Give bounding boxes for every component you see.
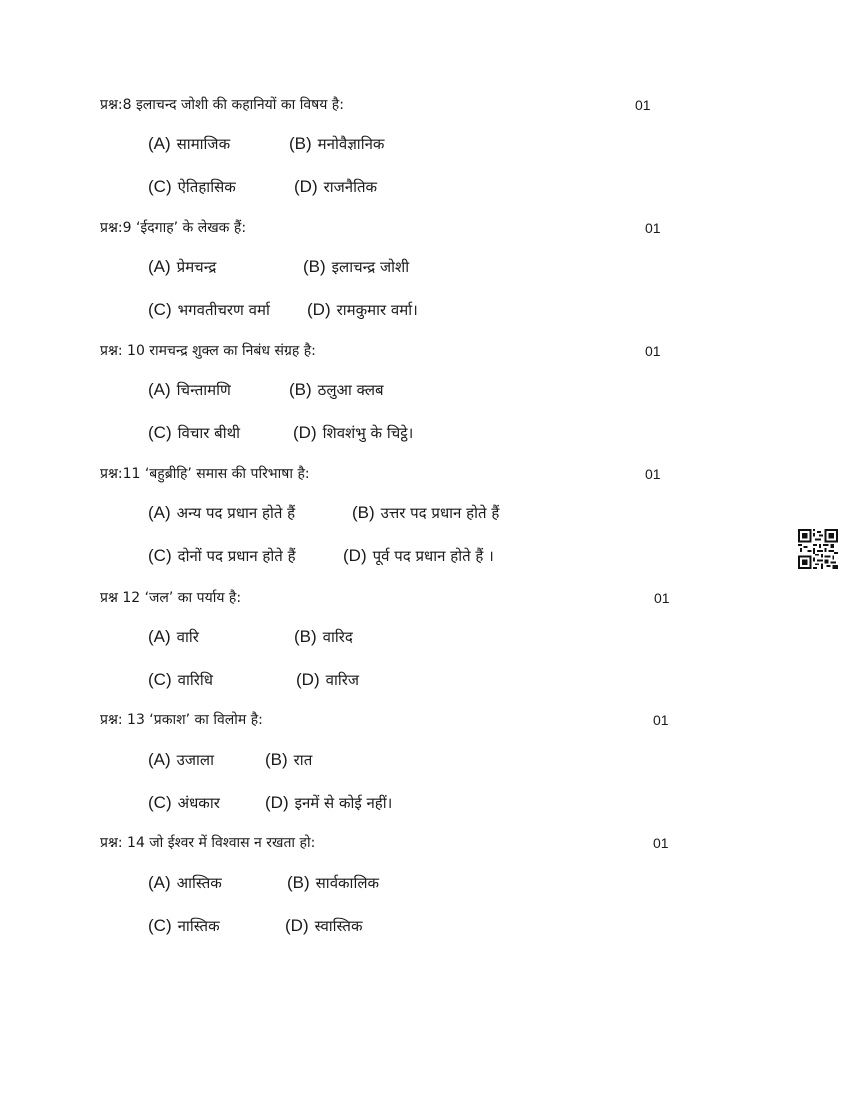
option-c: [148, 793, 220, 813]
option-text: दोनों पद प्रधान होते हैं: [177, 547, 296, 565]
option-c: [148, 177, 236, 197]
question-text: प्रश्न 12 ‘जल’ का पर्याय है:: [100, 590, 242, 606]
option-a: [148, 873, 222, 893]
option-text: आस्तिक: [176, 874, 222, 892]
option-text: वारिद: [322, 628, 353, 646]
option-text: प्रेमचन्द्र: [176, 258, 217, 276]
option-text: वारि: [176, 628, 199, 646]
question-text: प्रश्न: 14 जो ईश्वर में विश्वास न रखता हो:: [100, 835, 316, 851]
option-c: [148, 300, 270, 320]
option-c: [148, 916, 220, 936]
option-text: उजाला: [176, 751, 214, 769]
option-text: उत्तर पद प्रधान होते हैं: [380, 504, 500, 522]
option-label: (C): [148, 916, 172, 935]
option-d: [293, 423, 413, 443]
option-a: [148, 503, 295, 523]
option-text: सार्वकालिक: [315, 874, 380, 892]
option-label: (B): [287, 873, 310, 892]
option-label: (C): [148, 793, 172, 812]
option-text: चिन्तामणि: [176, 381, 231, 399]
option-label: (C): [148, 177, 172, 196]
option-d: [296, 670, 359, 690]
option-label: (C): [148, 546, 172, 565]
option-b: [289, 380, 384, 400]
option-text: नास्तिक: [177, 917, 220, 935]
option-b: [287, 873, 379, 893]
option-a: [148, 134, 230, 154]
option-b: [289, 134, 384, 154]
question-marks: 01: [635, 97, 651, 113]
option-label: (C): [148, 423, 172, 442]
option-d: [343, 546, 494, 566]
option-label: (C): [148, 670, 172, 689]
question-marks: 01: [653, 712, 669, 728]
question-text: प्रश्न: 13 ‘प्रकाश’ का विलोम है:: [100, 712, 263, 728]
qr-code-icon: [798, 529, 838, 569]
option-label: (B): [303, 257, 326, 276]
option-text: राजनैतिक: [323, 178, 378, 196]
option-b: [303, 257, 409, 277]
option-label: (A): [148, 750, 171, 769]
option-label: (C): [148, 300, 172, 319]
question-marks: 01: [645, 343, 661, 359]
option-text: पूर्व पद प्रधान होते हैं ।: [372, 547, 494, 565]
option-label: (D): [285, 916, 309, 935]
option-d: [265, 793, 392, 813]
option-label: (B): [265, 750, 288, 769]
option-label: (B): [294, 627, 317, 646]
option-c: [148, 423, 240, 443]
question-text: प्रश्न:8 इलाचन्द जोशी की कहानियों का विषय है:: [100, 97, 344, 113]
option-text: अंधकार: [177, 794, 220, 812]
option-label: (A): [148, 380, 171, 399]
option-label: (A): [148, 503, 171, 522]
option-label: (D): [293, 423, 317, 442]
question-marks: 01: [653, 835, 669, 851]
option-label: (D): [296, 670, 320, 689]
option-label: (D): [343, 546, 367, 565]
option-text: इनमें से कोई नहीं।: [294, 794, 393, 812]
question-marks: 01: [645, 466, 661, 482]
question-text: प्रश्न: 10 रामचन्द्र शुक्ल का निबंध संग्रह है:: [100, 343, 316, 359]
option-text: विचार बीथी: [177, 424, 241, 442]
option-label: (D): [307, 300, 331, 319]
option-c: [148, 670, 213, 690]
option-a: [148, 750, 214, 770]
option-label: (A): [148, 873, 171, 892]
question-marks: 01: [654, 590, 670, 606]
option-d: [307, 300, 418, 320]
option-label: (D): [265, 793, 289, 812]
question-text: प्रश्न:11 ‘बहुब्रीहि’ समास की परिभाषा है:: [100, 466, 310, 482]
option-text: वारिज: [325, 671, 359, 689]
option-label: (B): [289, 380, 312, 399]
option-a: [148, 380, 231, 400]
option-text: ठलुआ क्लब: [317, 381, 384, 399]
option-a: [148, 627, 199, 647]
option-text: मनोवैज्ञानिक: [317, 135, 385, 153]
option-text: वारिधि: [177, 671, 213, 689]
option-a: [148, 257, 216, 277]
option-text: इलाचन्द्र जोशी: [331, 258, 410, 276]
option-text: रामकुमार वर्मा।: [336, 301, 418, 319]
option-text: भगवतीचरण वर्मा: [177, 301, 270, 319]
option-text: रात: [293, 751, 313, 769]
option-d: [294, 177, 377, 197]
option-text: शिवशंभु के चिट्ठे।: [322, 424, 414, 442]
option-b: [294, 627, 353, 647]
option-label: (A): [148, 257, 171, 276]
option-text: ऐतिहासिक: [177, 178, 236, 196]
option-text: स्वास्तिक: [314, 917, 363, 935]
option-b: [352, 503, 499, 523]
option-d: [285, 916, 362, 936]
question-marks: 01: [645, 220, 661, 236]
option-label: (B): [352, 503, 375, 522]
option-label: (A): [148, 134, 171, 153]
option-b: [265, 750, 312, 770]
option-text: सामाजिक: [176, 135, 231, 153]
option-label: (D): [294, 177, 318, 196]
option-text: अन्य पद प्रधान होते हैं: [176, 504, 296, 522]
option-label: (A): [148, 627, 171, 646]
question-text: प्रश्न:9 ‘ईदगाह’ के लेखक हैं:: [100, 220, 247, 236]
option-label: (B): [289, 134, 312, 153]
option-c: [148, 546, 296, 566]
